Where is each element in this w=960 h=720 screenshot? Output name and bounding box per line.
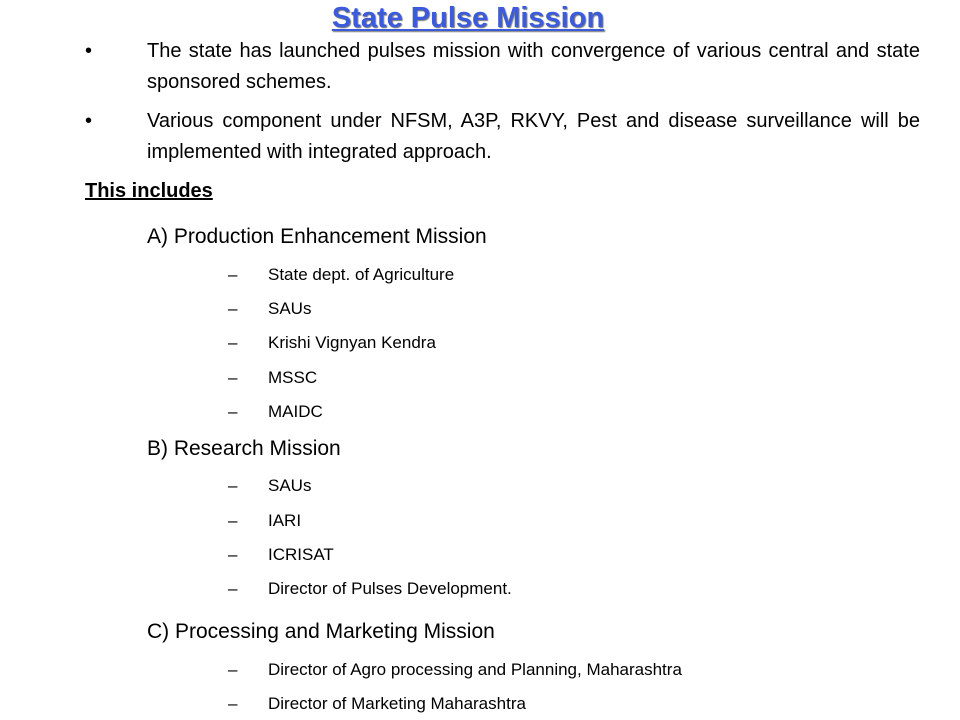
bullet-text: Various component under NFSM, A3P, RKVY, Pest and disease surveillance will be implemented with integrated approach.: [147, 110, 920, 163]
section-heading-research: B) Research Mission: [147, 437, 341, 460]
dash-symbol: –: [228, 694, 238, 713]
dash-symbol: –: [228, 265, 238, 284]
bullet-symbol: •: [85, 40, 93, 62]
includes-heading: This includes: [85, 180, 213, 202]
bullet-item: [85, 106, 920, 168]
dash-symbol: –: [228, 579, 238, 598]
dash-symbol: –: [228, 660, 238, 679]
bullet-symbol: •: [85, 110, 93, 132]
list-item-text: Krishi Vignyan Kendra: [268, 333, 436, 352]
list-item-text: MAIDC: [268, 402, 323, 421]
list-item-text: MSSC: [268, 368, 318, 387]
slide-title: State Pulse Mission: [331, 2, 605, 34]
dash-symbol: –: [228, 402, 238, 421]
dash-symbol: –: [228, 511, 238, 530]
dash-symbol: –: [228, 333, 238, 352]
list-item-text: SAUs: [268, 476, 312, 495]
dash-symbol: –: [228, 545, 238, 564]
dash-symbol: –: [228, 368, 238, 387]
list-item-text: SAUs: [268, 299, 312, 318]
section-heading-production: A) Production Enhancement Mission: [147, 225, 487, 248]
list-item-text: Director of Agro processing and Planning, Maharashtra: [268, 660, 682, 679]
list-item-text: State dept. of Agriculture: [268, 265, 455, 284]
list-item-text: IARI: [268, 511, 302, 530]
section-heading-processing: C) Processing and Marketing Mission: [147, 620, 495, 643]
bullet-text: The state has launched pulses mission with convergence of various central and state sponsored schemes.: [147, 40, 920, 93]
list-item-text: Director of Marketing Maharashtra: [268, 694, 526, 713]
bullet-item: [85, 36, 920, 98]
list-item-text: ICRISAT: [268, 545, 334, 564]
dash-symbol: –: [228, 476, 238, 495]
list-item-text: Director of Pulses Development.: [268, 579, 512, 598]
dash-symbol: –: [228, 299, 238, 318]
